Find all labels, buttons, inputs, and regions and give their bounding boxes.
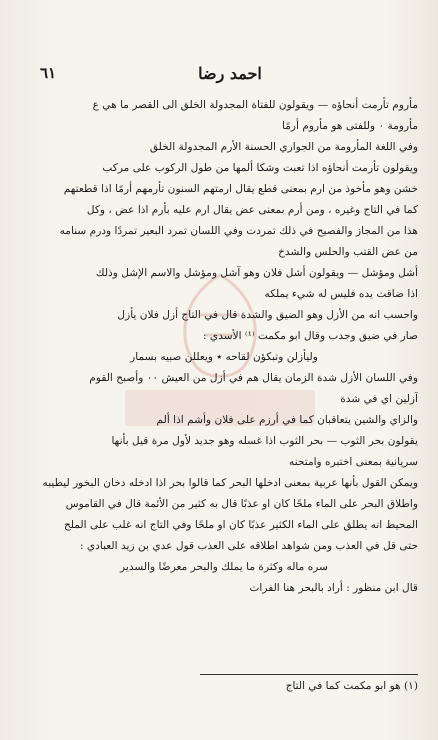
- text-line: المحيط انه يطلق على الماء الكثير عذبًا كان او ملحًا وفي التاج انه غلب على الملح: [63, 519, 418, 531]
- text-line: ويمكن القول بأنها عربية بمعنى ادخلها البحر كما قالوا بحر اذا ادخله دخان البخور ليطيبه: [42, 477, 418, 489]
- footnote: (١) هو ابو مكمت كما في التاج: [285, 680, 418, 692]
- page-header: [40, 64, 420, 88]
- body-text: [30, 95, 418, 599]
- text-line: مأرومة ٠ وللفتى هو مأروم أرمًا: [282, 120, 418, 132]
- text-line: هذا من المجاز والفصيح في ذلك تمردت وفي اللسان تمرد البعير تمردًا ودرم سنامه: [59, 225, 418, 237]
- footnote-divider: [200, 674, 418, 675]
- text-line: اذا ضاقت يده فليس له شيء يملكه: [264, 288, 418, 300]
- text-line: صار في ضيق وجدب وقال ابو مكمت ⁽¹⁾ الأسدي :: [202, 330, 418, 342]
- text-line: والزاي والشين يتعاقبان كما في أرزم على فلان وأشم اذا ألم: [156, 414, 418, 426]
- text-line: واحسب انه من الأزل وهو الضيق والشدة قال في التاج أزل فلان يأزل: [117, 309, 418, 321]
- text-line: يقولون بحر الثوب — بحر الثوب اذا غسله وهو جديد لأول مرة قيل بأنها: [111, 435, 418, 447]
- text-line: سريانية بمعنى اختبره وامتحنه: [289, 456, 418, 468]
- text-line: حتى قل في العذب ومن شواهد اطلاقه على العذب قول عدي بن زيد العبادي :: [79, 540, 418, 552]
- text-line: وفي اللغة المأرومة من الجواري الحسنة الأرم المجدولة الخلق: [149, 141, 418, 153]
- poem-verse: سره ماله وكثرة ما يملك والبحر معرضًا والسدير: [120, 561, 328, 573]
- text-line: خشن وهو مأخوذ من ارم بمعنى قطع يقال ارمتهم السنون تأرمهم أرمًا اذا قطعتهم: [63, 183, 418, 195]
- poem-verse: وليأزلن وتبكؤن لقاحه ٭ ويعللن صبيه بسمار: [130, 351, 318, 363]
- text-line: مأروم تأرمت أنحاؤه — ويقولون للفتاة المجدولة الخلق الى القصر ما هي ع: [92, 99, 418, 111]
- text-line: آزلين اي في شدة: [340, 393, 418, 405]
- text-line: واطلاق البحر على الماء ملحًا كان او عذبًا قال به كثير من الأئمة قال في القاموس: [65, 498, 418, 510]
- page-number: ٦١: [40, 64, 57, 82]
- text-line: أشل ومؤشل — ويقولون أشل فلان وهو آشل ومؤشل والاسم الإشل وذلك: [95, 267, 418, 279]
- text-line: كما في التاج وغيره ، ومن أرم بمعنى عض يقال ارم عليه بأرم اذا عض ، وكل: [86, 204, 418, 216]
- attribution: قال ابن منظور : أراد بالبحر هنا الفرات: [249, 578, 418, 599]
- running-title: احمد رضا: [198, 64, 262, 83]
- text-line: من عض القتب والحلس والشدخ: [278, 246, 418, 258]
- text-line: وفي اللسان الأزل شدة الزمان يقال هم في أزل من العيش ٠٠ وأصبح القوم: [89, 372, 418, 384]
- text-line: ويقولون تأرمت أنحاؤه اذا تعبت وشكا ألمها من طول الركوب على مركب: [102, 162, 418, 174]
- attribution-line: [30, 578, 418, 599]
